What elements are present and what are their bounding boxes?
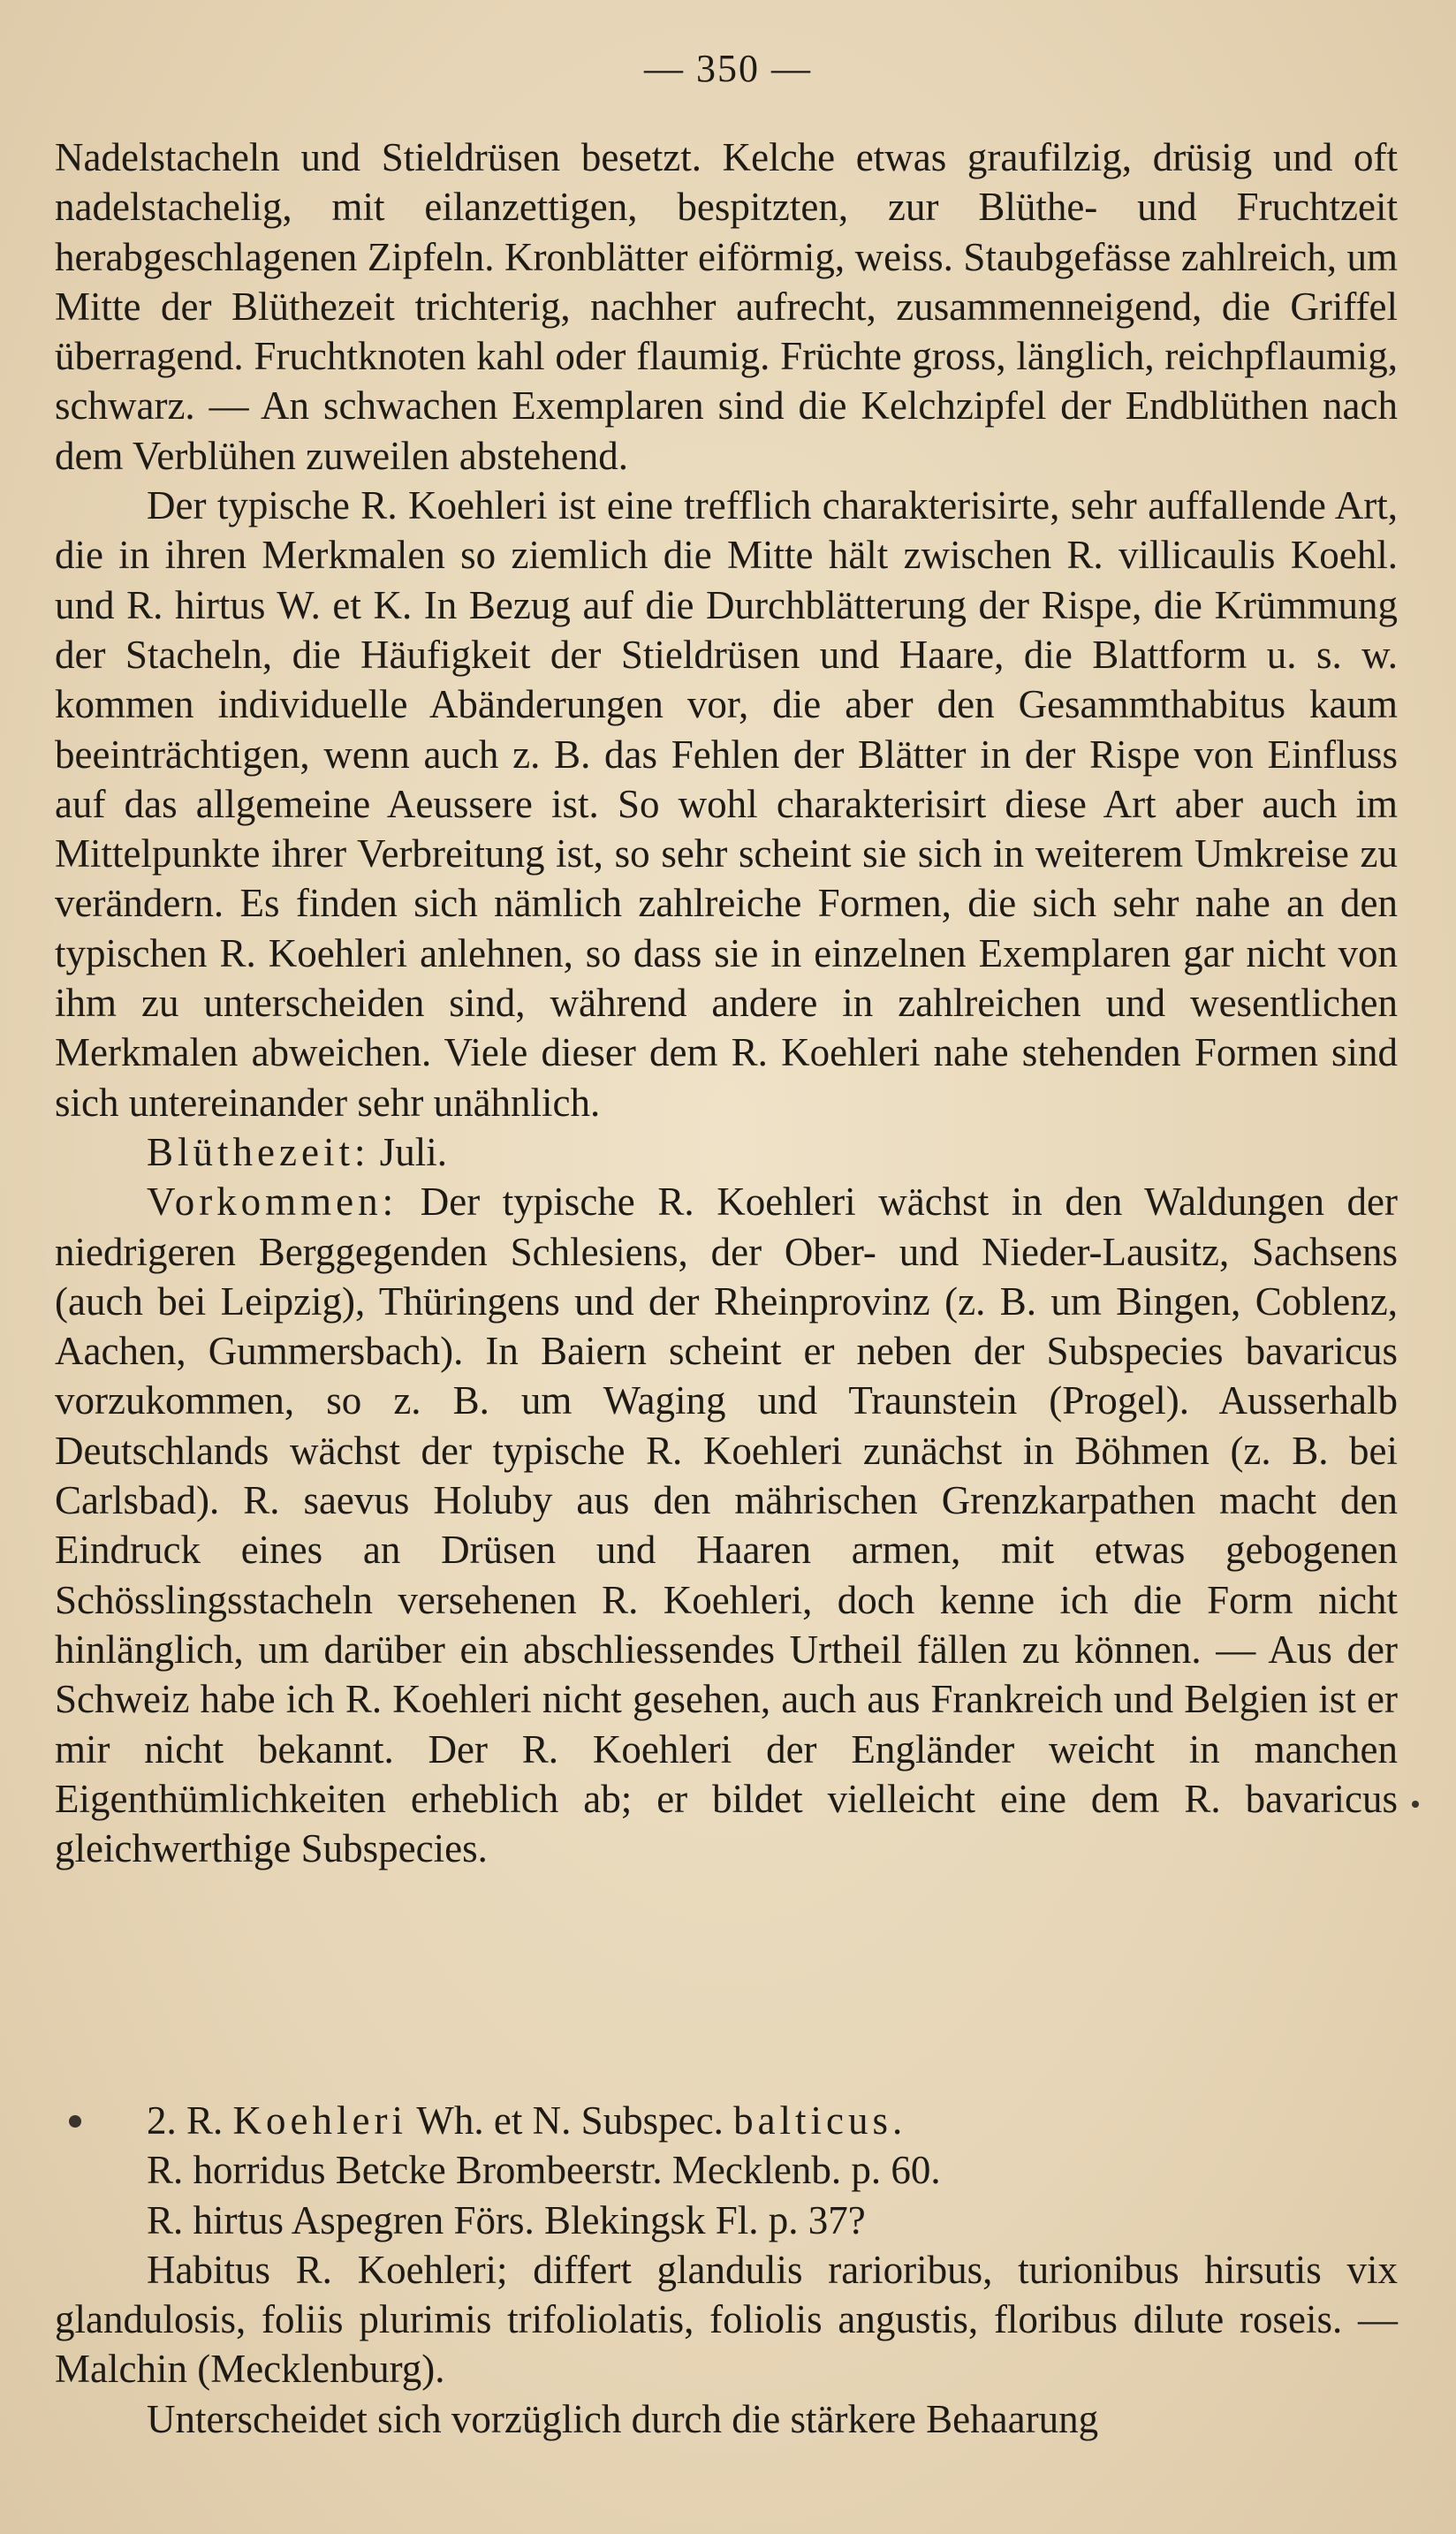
vorkommen-label: Vorkommen: [147,1180,398,1225]
section-balticus [55,2096,1398,2444]
bluthezeit-label: Blüthezeit: [147,1129,370,1174]
ink-spot [1412,1801,1419,1808]
latin-diagnosis: Habitus R. Koehleri; differt glandulis rarioribus, turionibus hirsutis vix glandulosis, foliis plurimis trifoliolatis, foliolis angustis, floribus dilute roseis. — Malchin (Mecklenburg). [55,2247,1398,2392]
heading-subspecies: balticus. [733,2098,907,2143]
heading-name: Koehleri [232,2098,407,2143]
paragraph-bluthezeit [55,1127,1398,1177]
vorkommen-text: Der typische R. Koehleri wächst in den Waldungen der niedrigeren Berggegenden Schlesiens, der Ober- und Nieder-Lausitz, Sachsens (auch bei Leipzig), Thüringens und der Rheinprovinz (z. B. um Bingen, Coblenz, Aachen, Gummersbach). In Baiern scheint er neben der Subspecies bavaricus vorzukommen, so z. B. um Waging und Traunstein (Progel). Ausserhalb Deutschlands wächst der typische R. Koehleri zunächst in Böhmen (z. B. bei Carlsbad). R. saevus Holuby aus den mährischen Grenzkarpathen macht den Eindruck eines an Drüsen und Haaren armen, mit etwas gebogenen Schösslingsstacheln versehenen R. Koehleri, doch kenne ich die Form nicht hinlänglich, um darüber ein abschliessendes Urtheil fällen zu können. — Aus der Schweiz habe ich R. Koehleri nicht gesehen, auch aus Frankreich und Belgien ist er mir nicht bekannt. Der R. Koehleri der Engländer weicht in manchen Eigenthümlichkeiten erheblich ab; er bildet vielleicht eine dem R. bavaricus gleichwerthige Subspecies. [55,1180,1398,1871]
heading-mid: Wh. et N. Subspec. [406,2098,734,2143]
bluthezeit-text: Juli. [369,1129,447,1174]
paragraph-description: Nadelstacheln und Stieldrüsen besetzt. Kelche etwas graufilzig, drüsig und oft nadelstachelig, mit eilanzettigen, bespitzten, zur Blüthe- und Fruchtzeit herabgeschlagenen Zipfeln. Kronblätter eiförmig, weiss. Staubgefässe zahlreich, um Mitte der Blüthezeit trichterig, nachher aufrecht, zusammenneigend, die Griffel überragend. Fruchtknoten kahl oder flaumig. Früchte gross, länglich, reichpflaumig, schwarz. — An schwachen Exemplaren sind die Kelchzipfel der Endblüthen nach dem Verblühen zuweilen abstehend. [55,135,1398,478]
paragraph-discussion: Der typische R. Koehleri ist eine trefflich charakterisirte, sehr auffallende Art, die in ihren Merkmalen so ziemlich die Mitte hält zwischen R. villicaulis Koehl. und R. hirtus W. et K. In Bezug auf die Durchblätterung der Rispe, die Krümmung der Stacheln, die Häufigkeit der Stieldrüsen und Haare, die Blattform u. s. w. kommen individuelle Abänderungen vor, die aber den Gesammthabitus kaum beeinträchtigen, wenn auch z. B. das Fehlen der Blätter in der Rispe von Einfluss auf das allgemeine Aeussere ist. So wohl charakterisirt diese Art aber auch im Mittelpunkte ihrer Verbreitung ist, so sehr scheint sie sich in weiterem Umkreise zu verändern. Es finden sich nämlich zahlreiche Formen, die sich sehr nahe an den typischen R. Koehleri anlehnen, so dass sie in einzelnen Exemplaren gar nicht von ihm zu unterscheiden sind, während andere in zahlreichen und wesentlichen Merkmalen abweichen. Viele dieser dem R. Koehleri nahe stehenden Formen sind sich untereinander sehr unähnlich. [55,483,1398,1125]
paragraph-vorkommen [55,1177,1398,1873]
main-text [55,133,1398,1873]
synonym-1: R. horridus Betcke Brombeerstr. Mecklenb. p. 60. [147,2148,941,2193]
synonym-2: R. hirtus Aspegren Förs. Blekingsk Fl. p. 37? [147,2197,866,2242]
page-number: — 350 — [644,47,812,90]
heading-prefix: 2. R. [147,2098,233,2143]
section-heading [55,2096,1398,2145]
last-line: Unterscheidet sich vorzüglich durch die stärkere Behaarung [147,2396,1099,2441]
ink-spot [69,2115,81,2128]
